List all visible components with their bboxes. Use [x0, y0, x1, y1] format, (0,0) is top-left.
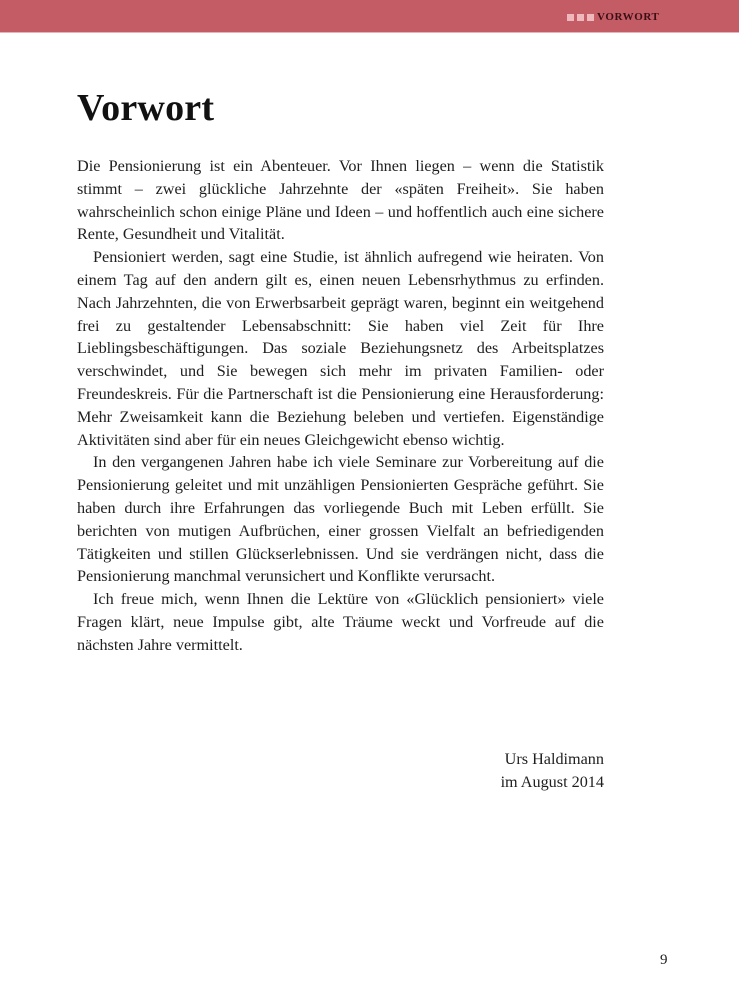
body-text — [77, 155, 604, 657]
paragraph: Ich freue mich, wenn Ihnen die Lektüre von «Glücklich pensioniert» viele Fragen klärt, neue Impulse gibt, alte Träume weckt und Vorfreude auf die nächsten Jahre vermittelt. — [77, 590, 604, 654]
marker-square-icon — [587, 14, 594, 21]
page-title: Vorwort — [77, 87, 215, 129]
running-header-label: VORWORT — [597, 11, 660, 23]
paragraph: Die Pensionierung ist ein Abenteuer. Vor Ihnen liegen – wenn die Statistik stimmt – zwei glückliche Jahrzehnte der «späten Freiheit». Sie haben wahrscheinlich schon einige Pläne und Ideen – und hoffentlich auch eine sichere Rente, Gesundheit und Vitalität. — [77, 157, 604, 244]
signature-date: im August 2014 — [500, 773, 604, 791]
marker-square-icon — [577, 14, 584, 21]
section-marker — [567, 10, 660, 24]
signature-block — [501, 748, 604, 794]
page-number: 9 — [660, 952, 668, 968]
paragraph: Pensioniert werden, sagt eine Studie, ist ähnlich aufregend wie heiraten. Von einem Tag auf den andern gilt es, einen neuen Lebensrhythmus zu erfinden. Nach Jahrzehnten, die von Erwerbsarbeit geprägt waren, beginnt ein weitgehend frei zu gestaltender Lebensabschnitt: Sie haben viel Zeit für Ihre Lieblingsbeschäftigungen. Das soziale Beziehungsnetz des Arbeitsplatzes verschwindet, und Sie bewegen sich mehr im privaten Familien- oder Freundeskreis. Für die Partnerschaft ist die Pensionierung eine Herausforderung: Mehr Zweisamkeit kann die Beziehung beleben und vertiefen. Eigenständige Aktivitäten sind aber für ein neues Gleichgewicht ebenso wichtig. — [77, 248, 604, 449]
signature-author: Urs Haldimann — [504, 750, 604, 768]
chapter-header-band — [0, 0, 739, 33]
marker-square-icon — [567, 14, 574, 21]
paragraph: In den vergangenen Jahren habe ich viele Seminare zur Vorbereitung auf die Pensionierung geleitet und mit unzähligen Pensionierten Gespräche geführt. Sie haben durch ihre Erfahrungen das vorliegende Buch mit Leben erfüllt. Sie berichten von mutigen Aufbrüchen, einer grossen Vielfalt an befriedigenden Tätigkeiten und stillen Glückserlebnissen. Und sie verdrängen nicht, dass die Pensionierung manchmal verunsichert und Konflikte verursacht. — [77, 453, 604, 586]
